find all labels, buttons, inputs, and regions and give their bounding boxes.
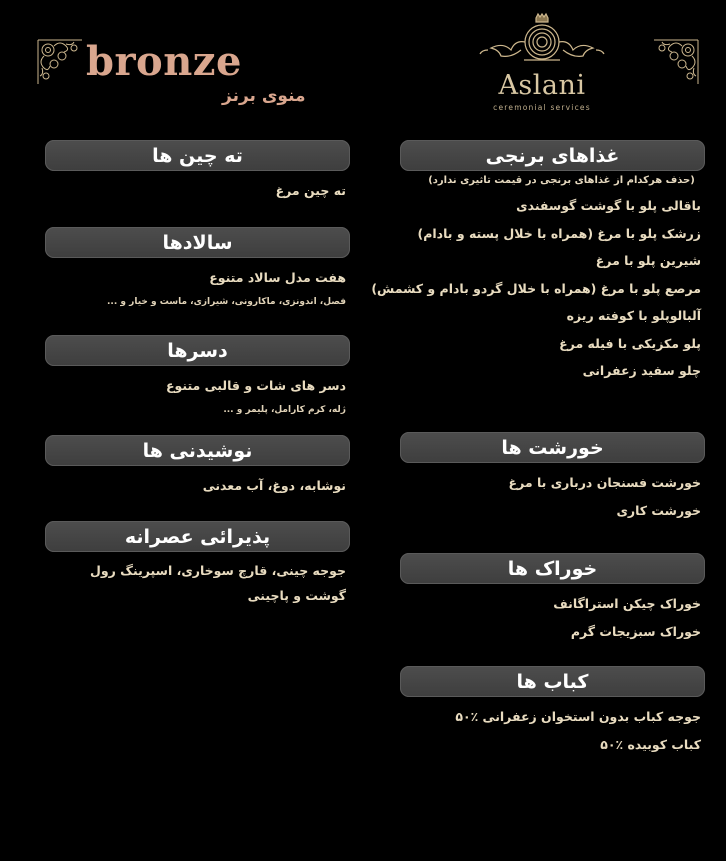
royal-crest-icon [478, 12, 606, 70]
section-title: کباب ها [400, 666, 705, 697]
menu-item: کباب کوبیده ٪۵۰ [600, 736, 701, 752]
section-afternoon-reception [45, 521, 350, 608]
section-tahchin [45, 140, 350, 205]
menu-item: زرشک پلو با مرغ (همراه با خلال پسته و بادام) [417, 225, 701, 241]
section-title: پذیرائی عصرانه [45, 521, 350, 552]
menu-item: خورشت کاری [616, 502, 701, 518]
menu-item: جوجه چینی، قارچ سوخاری، اسپرینگ رول گوشت و پاچینی [90, 563, 346, 603]
menu-item: خورشت فسنجان درباری با مرغ [508, 475, 701, 490]
menu-item: باقالی پلو با گوشت گوسفندی [516, 198, 701, 213]
section-title: نوشیدنی ها [45, 435, 350, 466]
section-title: سالادها [45, 227, 350, 258]
menu-item: خوراک سبزیجات گرم [570, 623, 701, 639]
menu-item: جوجه کباب بدون استخوان زعفرانی ٪۵۰ [455, 709, 701, 724]
section-desserts [45, 335, 350, 420]
section-entrees [400, 553, 705, 645]
section-note: (حذف هرکدام از غذاهای برنجی در قیمت تاثیری ندارد) [428, 175, 695, 186]
logo-name: Aslani [498, 70, 586, 101]
section-rice-dishes [371, 140, 705, 385]
brand-title: bronze [86, 38, 242, 85]
company-logo [478, 12, 606, 116]
menu-item: نوشابه، دوغ، آب معدنی [202, 478, 346, 493]
menu-item: مرصع پلو با مرغ (همراه با خلال گردو بادام و کشمش) [371, 280, 701, 296]
menu-item-detail: ژله، کرم کارامل، پلیمر و ... [223, 404, 346, 415]
menu-item: خوراک چیکن استراگانف [553, 596, 701, 611]
section-title: غذاهای برنجی [400, 140, 705, 171]
menu-item: شیرین پلو با مرغ [595, 253, 701, 268]
menu-item: آلبالوپلو با کوفته ریزه [566, 308, 701, 323]
section-stews [400, 432, 705, 524]
section-salads [45, 227, 350, 312]
menu-item: ته چین مرغ [275, 183, 346, 198]
menu-item-detail: فصل، اندونزی، ماکارونی، شیرازی، ماست و خیار و ... [107, 296, 346, 307]
section-title: خوراک ها [400, 553, 705, 584]
corner-ornament-right-icon [652, 38, 700, 86]
corner-ornament-left-icon [36, 38, 84, 86]
brand-subtitle: منوی برنز [222, 86, 306, 106]
section-beverages [45, 435, 350, 500]
menu-item: هفت مدل سالاد متنوع [209, 270, 346, 285]
menu-item: دسر های شات و قالبی متنوع [165, 378, 346, 393]
section-title: دسرها [45, 335, 350, 366]
logo-tagline: ceremonial services [493, 103, 591, 112]
section-title: خورشت ها [400, 432, 705, 463]
menu-item: چلو سفید زعفرانی [582, 363, 701, 378]
section-title: ته چین ها [45, 140, 350, 171]
menu-item: پلو مکزیکی با فیله مرغ [559, 335, 701, 351]
section-kebabs [400, 666, 705, 758]
